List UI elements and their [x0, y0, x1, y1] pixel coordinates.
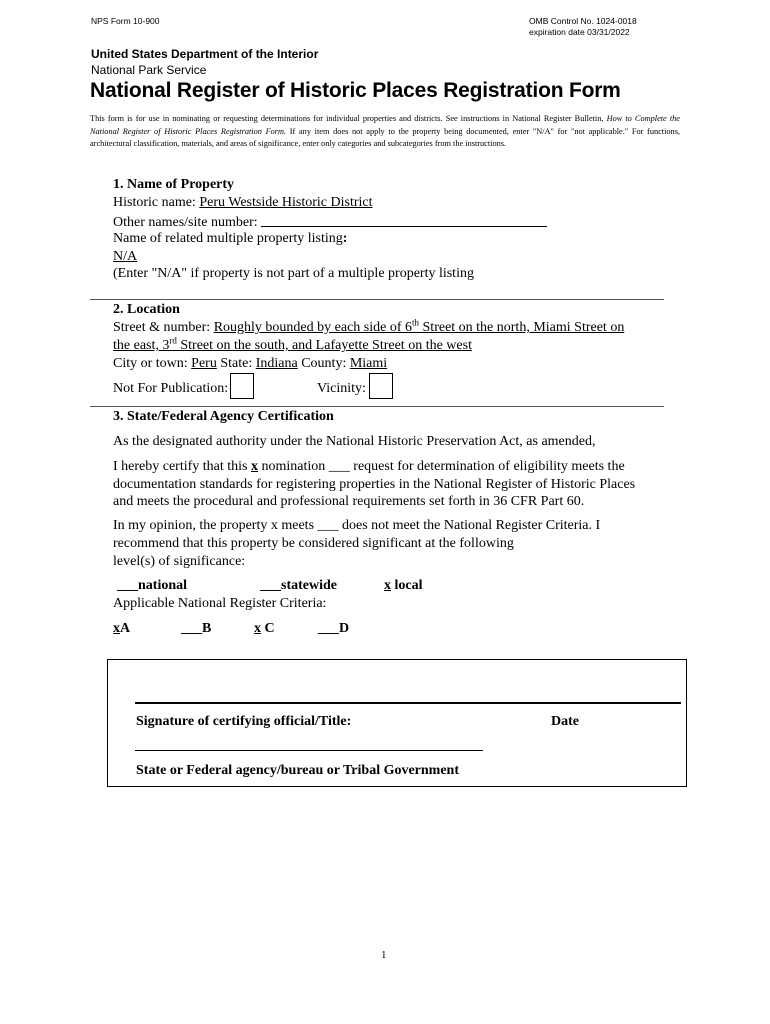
criteria-d[interactable]: ___D [318, 621, 350, 636]
related-listing-label: Name of related multiple property listing [113, 231, 343, 246]
opinion-line-2: recommend that this property be considered significant at the following [113, 536, 514, 551]
vicinity-row [317, 373, 393, 399]
other-names-field[interactable] [261, 212, 547, 227]
other-names-label: Other names/site number: [113, 215, 262, 230]
criteria-a-check-mark: x [113, 621, 120, 636]
criteria-c-label: C [261, 621, 275, 636]
street-row-1 [113, 319, 624, 337]
section-1-heading: 1. Name of Property [113, 177, 235, 192]
street-value-2[interactable] [113, 335, 472, 353]
department-name: United States Department of the Interior [91, 47, 319, 61]
agency-line[interactable] [135, 750, 483, 751]
omb-control-number: OMB Control No. 1024-0018 [529, 16, 637, 26]
opinion-line-1: In my opinion, the property x meets ___ does not meet the National Register Criteria. I [113, 518, 601, 533]
signature-label: Signature of certifying official/Title: [136, 714, 352, 729]
street-row-2 [113, 337, 472, 355]
street-text-c: the east, 3 [113, 338, 170, 353]
street-text-b: Street on the north, Miami Street on [419, 320, 625, 335]
local-label: local [391, 578, 423, 593]
county-label: County: [297, 356, 350, 371]
certify-text-a: I hereby certify that this [113, 459, 252, 474]
bulletin-title: How to Complete the National Register of Historic Places Registration Form. [90, 114, 680, 136]
criteria-a-label: A [120, 621, 131, 636]
page-title: National Register of Historic Places Registration Form [90, 79, 621, 102]
related-listing-row [113, 230, 347, 248]
street-text-a: Roughly bounded by each side of 6 [213, 320, 412, 335]
criteria-b[interactable]: ___B [181, 621, 212, 636]
not-for-publication-row [113, 373, 254, 399]
criteria-label: Applicable National Register Criteria: [113, 596, 327, 611]
street-label: Street & number: [113, 320, 214, 335]
page-number: 1 [381, 949, 387, 961]
level-national[interactable]: ___national [117, 578, 188, 593]
street-text-d: Street on the south, and Lafayette Street on the west [176, 338, 472, 353]
vicinity-label: Vicinity: [317, 381, 366, 396]
section-divider-1 [90, 299, 664, 300]
level-statewide[interactable]: ___statewide [260, 578, 337, 593]
city-value[interactable]: Peru [191, 356, 217, 371]
certify-line-3: and meets the procedural and professional requirements set forth in 36 CFR Part 60. [113, 494, 585, 509]
agency-label: State or Federal agency/bureau or Tribal Government [136, 763, 460, 778]
nomination-check-mark[interactable]: x [251, 459, 259, 474]
street-superscript-th: th [412, 317, 420, 328]
instructions-text-2: If any item does not apply to the property being documented, enter "N/A" for "not applicable." For functions, architectural classification, materials, and areas of significance, enter only categories and subcategories from the instructions. [90, 126, 681, 149]
state-label: State: [216, 356, 256, 371]
state-value[interactable]: Indiana [255, 356, 298, 371]
authority-statement: As the designated authority under the National Historic Preservation Act, as amended, [113, 434, 596, 449]
city-label: City or town: [113, 356, 192, 371]
date-label: Date [551, 714, 579, 729]
vicinity-checkbox[interactable] [369, 373, 393, 399]
signature-line[interactable] [135, 702, 681, 704]
certify-line-2: documentation standards for registering properties in the National Register of Historic Places [113, 477, 636, 492]
certify-text-b: nomination ___ request for determination of eligibility meets the [258, 459, 625, 474]
agency-name: National Park Service [91, 63, 207, 77]
section-divider-2 [90, 406, 664, 407]
criteria-a[interactable] [113, 620, 130, 638]
form-number: NPS Form 10-900 [91, 16, 160, 26]
section-2-heading: 2. Location [113, 302, 180, 317]
other-names-row [113, 212, 547, 232]
historic-name-label: Historic name: [113, 195, 200, 210]
related-listing-colon: : [342, 231, 348, 246]
county-value[interactable]: Miami [349, 356, 388, 371]
street-superscript-rd: rd [169, 335, 177, 346]
instructions-text-1: This form is for use in nominating or requesting determinations for individual properties and districts. See instructions in National Register Bulletin, [90, 114, 607, 123]
certify-line-1 [113, 458, 625, 476]
level-local[interactable] [384, 577, 423, 595]
criteria-c-check-mark: x [254, 621, 261, 636]
section-3-heading: 3. State/Federal Agency Certification [113, 409, 334, 424]
related-listing-value[interactable]: N/A [113, 249, 138, 264]
historic-name-value[interactable]: Peru Westside Historic District [199, 195, 373, 210]
city-state-county-row [113, 355, 387, 373]
not-for-publication-label: Not For Publication: [113, 381, 229, 396]
historic-name-row [113, 194, 373, 212]
expiration-date: expiration date 03/31/2022 [529, 27, 630, 37]
instructions-paragraph [90, 113, 680, 151]
criteria-c[interactable] [254, 620, 275, 638]
street-value-1[interactable] [213, 317, 625, 335]
na-note: (Enter "N/A" if property is not part of a multiple property listing [113, 266, 474, 281]
not-for-publication-checkbox[interactable] [230, 373, 254, 399]
local-check-mark: x [384, 578, 391, 593]
opinion-line-3: level(s) of significance: [113, 554, 246, 569]
